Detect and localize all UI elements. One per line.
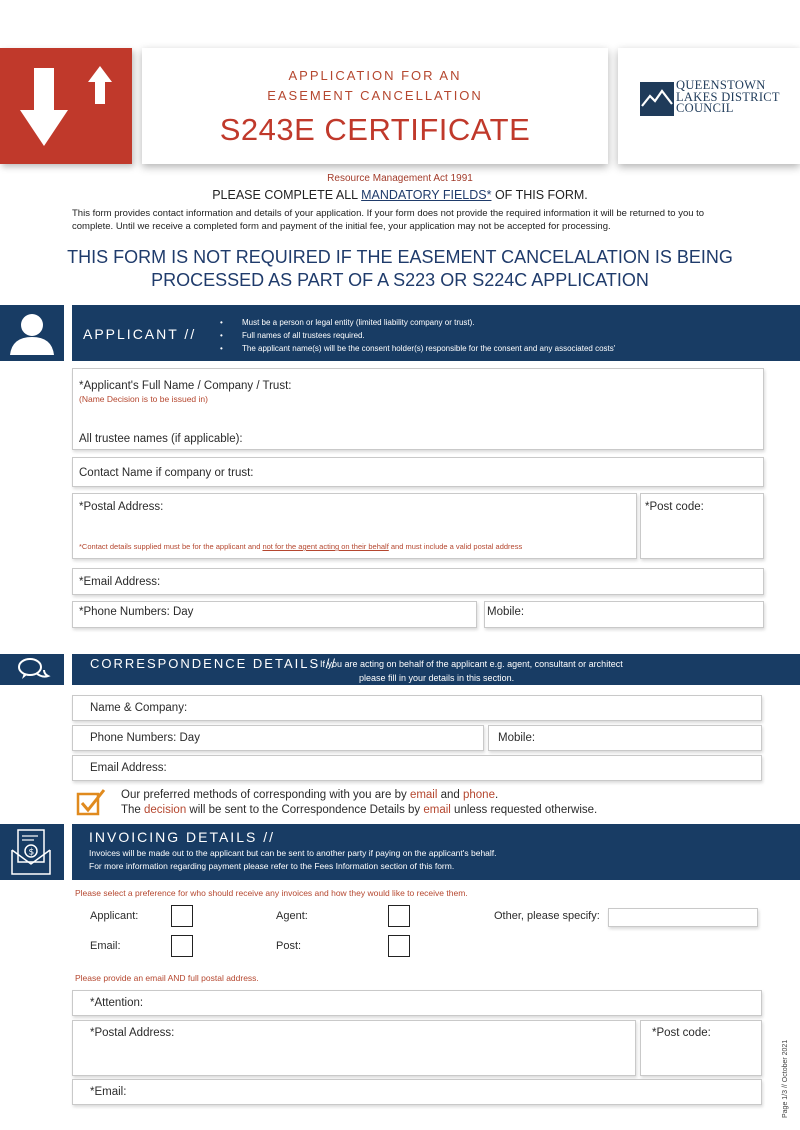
applicant-requirements [220,316,615,355]
contact-name-label: Contact Name if company or trust: [79,467,254,479]
invoice-provide-note: Please provide an email AND full postal address. [75,973,259,983]
correspondence-desc-line2: please fill in your details in this section. [359,673,515,683]
person-icon [0,305,64,361]
invoice-postal-field[interactable] [72,1020,636,1076]
corr-name-company-field[interactable] [72,695,762,721]
council-logo [618,48,800,164]
postcode-field[interactable] [640,493,764,559]
invoicing-section-title: INVOICING DETAILS // [89,829,275,845]
postcode-label: *Post code: [645,501,704,513]
corr-email-field[interactable] [72,755,762,781]
mobile-field[interactable] [484,601,764,628]
invoice-preference-note: Please select a preference for who should receive any invoices and how they would like to receive them. [75,888,468,898]
act-reference: Resource Management Act 1991 [327,173,473,184]
invoice-email-field[interactable] [72,1079,762,1105]
title-panel [142,48,608,164]
postal-address-note: *Contact details supplied must be for the applicant and not for the agent acting on their behalf and must include a valid postal address [79,542,523,551]
page-info: Page 1/3 // October 2021 [782,1039,789,1118]
correspondence-icon-box [0,654,64,685]
phone-day-label: *Phone Numbers: Day [79,606,194,618]
applicant-name-note: (Name Decision is to be issued in) [79,394,208,404]
checkmark-box-icon [76,788,108,816]
invoice-other-label: Other, please specify: [494,910,600,922]
invoice-postcode-field[interactable] [640,1020,762,1076]
applicant-section-title: APPLICANT // [83,326,197,342]
applicant-name-label: *Applicant's Full Name / Company / Trust: [79,380,292,392]
preferred-methods-text: Our preferred methods of corresponding with you are by email and phone. [121,789,499,801]
invoice-applicant-label: Applicant: [90,910,139,922]
correspondence-section-title: CORRESPONDENCE DETAILS // [90,656,337,671]
applicant-name-field[interactable] [72,368,764,450]
invoice-attention-field[interactable] [72,990,762,1016]
invoicing-description: Invoices will be made out to the applicant but can be sent to another party if paying on the applicant's behalf. For more information regarding payment please refer to the Fees Information section of this form. [89,848,497,871]
invoicing-icon-box [0,824,64,880]
invoice-agent-checkbox[interactable] [388,905,410,927]
email-address-field[interactable] [72,568,764,595]
trustee-names-label: All trustee names (if applicable): [79,433,243,445]
applicant-icon-box [0,305,64,361]
notice-heading: THIS FORM IS NOT REQUIRED IF THE EASEMENT CANCELALATION IS BEING PROCESSED AS PART OF A S223 OR S224C APPLICATION [67,247,733,290]
invoice-post-checkbox[interactable] [388,935,410,957]
council-name: QUEENSTOWN LAKES DISTRICT COUNCIL [676,78,780,115]
invoice-attention-label: *Attention: [90,997,144,1009]
mandatory-instruction: PLEASE COMPLETE ALL MANDATORY FIELDS* OF THIS FORM. [212,188,588,202]
invoice-envelope-icon [0,824,64,880]
mobile-label: Mobile: [487,606,525,618]
form-title: S243E CERTIFICATE [219,112,531,147]
invoice-email-field-label: *Email: [90,1086,127,1098]
contact-name-field[interactable] [72,457,764,487]
invoice-email-label: Email: [90,940,121,952]
requirement-item: • Must be a person or legal entity (limited liability company or trust). [220,316,615,329]
download-upload-arrows-icon [0,48,132,164]
intro-text: This form provides contact information and details of your application. If your form does not provide the required information it will be returned to you to complete. Until we receive a completed form and payment of the initial fee, your application may not be accepted for processing. [72,208,705,232]
chat-bubbles-icon [0,654,64,685]
invoice-other-input[interactable] [608,908,758,927]
invoice-post-label: Post: [276,940,302,952]
corr-phone-day-field[interactable] [72,725,484,751]
form-subtitle-line2: EASEMENT CANCELLATION [267,88,483,103]
postal-address-field[interactable] [72,493,637,559]
decision-delivery-text: The decision will be sent to the Correspondence Details by email unless requested otherwise. [121,804,598,816]
corr-phone-day-label: Phone Numbers: Day [90,732,200,744]
corr-email-label: Email Address: [90,762,167,774]
correspondence-desc-line1: If you are acting on behalf of the applicant e.g. agent, consultant or architect [320,659,623,669]
download-banner [0,48,132,164]
email-address-label: *Email Address: [79,576,161,588]
phone-day-field[interactable] [72,601,477,628]
invoice-applicant-checkbox[interactable] [171,905,193,927]
svg-text:$: $ [28,847,35,858]
requirement-item: • The applicant name(s) will be the consent holder(s) responsible for the consent and any associated costs' [220,342,615,355]
corr-name-company-label: Name & Company: [90,702,188,714]
mandatory-fields-link: MANDATORY FIELDS* [361,188,492,202]
postal-address-label: *Postal Address: [79,501,164,513]
mountain-logo-icon [640,82,674,116]
corr-mobile-label: Mobile: [498,732,536,744]
requirement-item: • Full names of all trustees required. [220,329,615,342]
invoice-postal-label: *Postal Address: [90,1027,175,1039]
invoice-email-checkbox[interactable] [171,935,193,957]
corr-mobile-field[interactable] [488,725,762,751]
invoice-agent-label: Agent: [276,910,308,922]
form-subtitle-line1: APPLICATION FOR AN [288,68,462,83]
invoice-postcode-label: *Post code: [652,1027,711,1039]
